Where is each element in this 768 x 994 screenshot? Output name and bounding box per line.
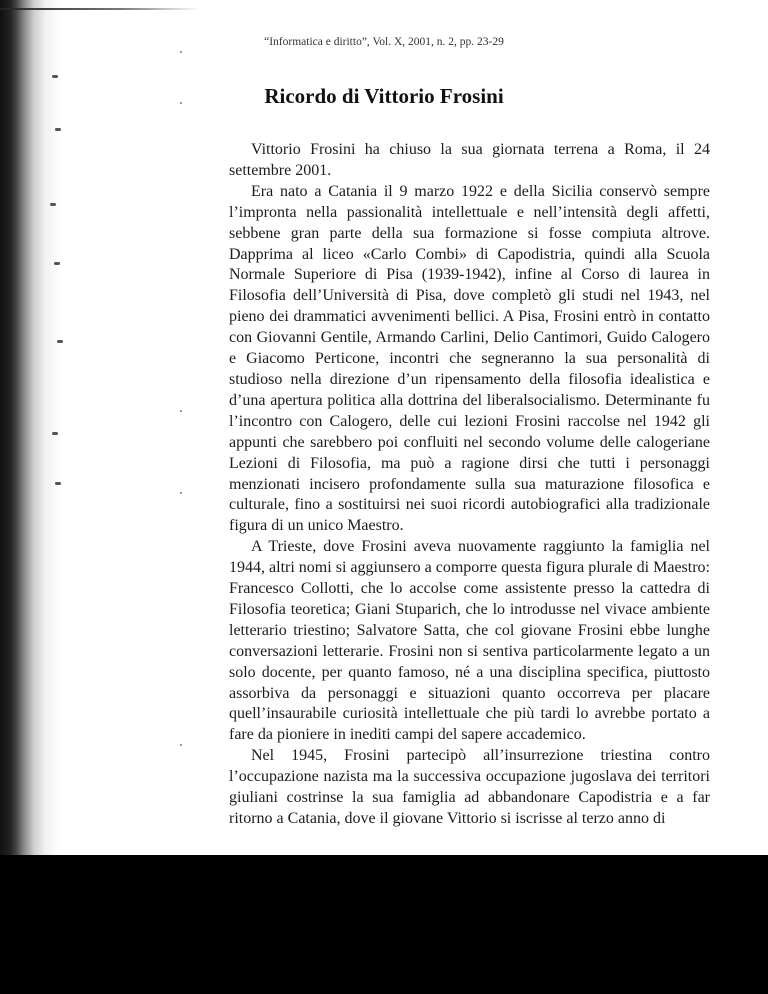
scan-speck (52, 432, 58, 435)
scan-dot (180, 492, 182, 494)
scan-dot (180, 51, 182, 53)
scan-speck (52, 75, 58, 78)
scan-speck (55, 128, 61, 131)
scan-dot (180, 744, 182, 746)
paragraph: A Trieste, dove Frosini aveva nuovamente raggiunto la famiglia nel 1944, altri nomi si aggiunsero a comporre questa figura plurale di Maestro: Francesco Collotti, che lo accolse come assistente presso la cattedra di Filosofia teoretica; Giani Stuparich, che lo introdusse nel vivace ambiente letterario triestino; Salvatore Satta, che col giovane Frosini ebbe lunghe conversazioni letterarie. Frosini non si sentiva particolarmente legato a un solo docente, per quanto famoso, né a una disciplina specifica, piuttosto assorbiva da personaggi e situazioni quanto occorreva per placare quell’insaurabile curiosità intellettuale che più tardi lo avrebbe portato a fare da pioniere in inediti campi del sapere accademico. (229, 538, 710, 744)
scan-speck (57, 340, 63, 343)
scan-dot (180, 410, 182, 412)
scan-binding-shadow (0, 0, 62, 855)
scan-speck (55, 482, 61, 485)
scan-top-rule (0, 8, 200, 10)
paragraph: Vittorio Frosini ha chiuso la sua giornata terrena a Roma, il 24 settembre 2001. (229, 141, 710, 179)
paragraph: Nel 1945, Frosini partecipò all’insurrezione triestina contro l’occupazione nazista ma la successiva occupazione jugoslava dei territori giuliani costrinse la sua famiglia ad abbandonare Capodistria e a far ritorno a Catania, dove il giovane Vittorio si iscrisse al terzo anno di (229, 747, 710, 827)
article-title: Ricordo di Vittorio Frosini (264, 84, 504, 108)
paragraph: Era nato a Catania il 9 marzo 1922 e della Sicilia conservò sempre l’impronta nella passionalità intellettuale e nell’intensità degli affetti, sebbene gran parte della sua formazione si fosse compiuta altrove. Dapprima al liceo «Carlo Combi» di Capodistria, quindi alla Scuola Normale Superiore di Pisa (1939-1942), infine al Corso di laurea in Filosofia dell’Università di Pisa, dove completò gli studi nel 1943, nel pieno dei drammatici avvenimenti bellici. A Pisa, Frosini entrò in contatto con Giovanni Gentile, Armando Carlini, Delio Cantimori, Guido Calogero e Giacomo Perticone, incontri che segneranno la sua personalità di studioso nella direzione d’un ripensamento della filosofia idealistica e d’una apertura politica alla dottrina del liberalsocialismo. Determinante fu l’incontro con Calogero, delle cui lezioni Frosini raccolse nel 1942 gli appunti che sarebbero poi confluiti nel secondo volume delle calogeriane Lezioni di Filosofia, ma può a ragione dirsi che tutti i personaggi menzionati incisero profondamente sulla sua maturazione filosofica e culturale, fino a sostituirsi nei suoi ricordi autobiografici alla tradizionale figura di un unico Maestro. (229, 182, 710, 535)
scan-speck (50, 203, 56, 206)
scan-speck (54, 262, 60, 265)
running-header: “Informatica e diritto”, Vol. X, 2001, n. 2, pp. 23-29 (264, 36, 504, 48)
article-body (229, 140, 710, 830)
scan-black-band (0, 855, 768, 994)
